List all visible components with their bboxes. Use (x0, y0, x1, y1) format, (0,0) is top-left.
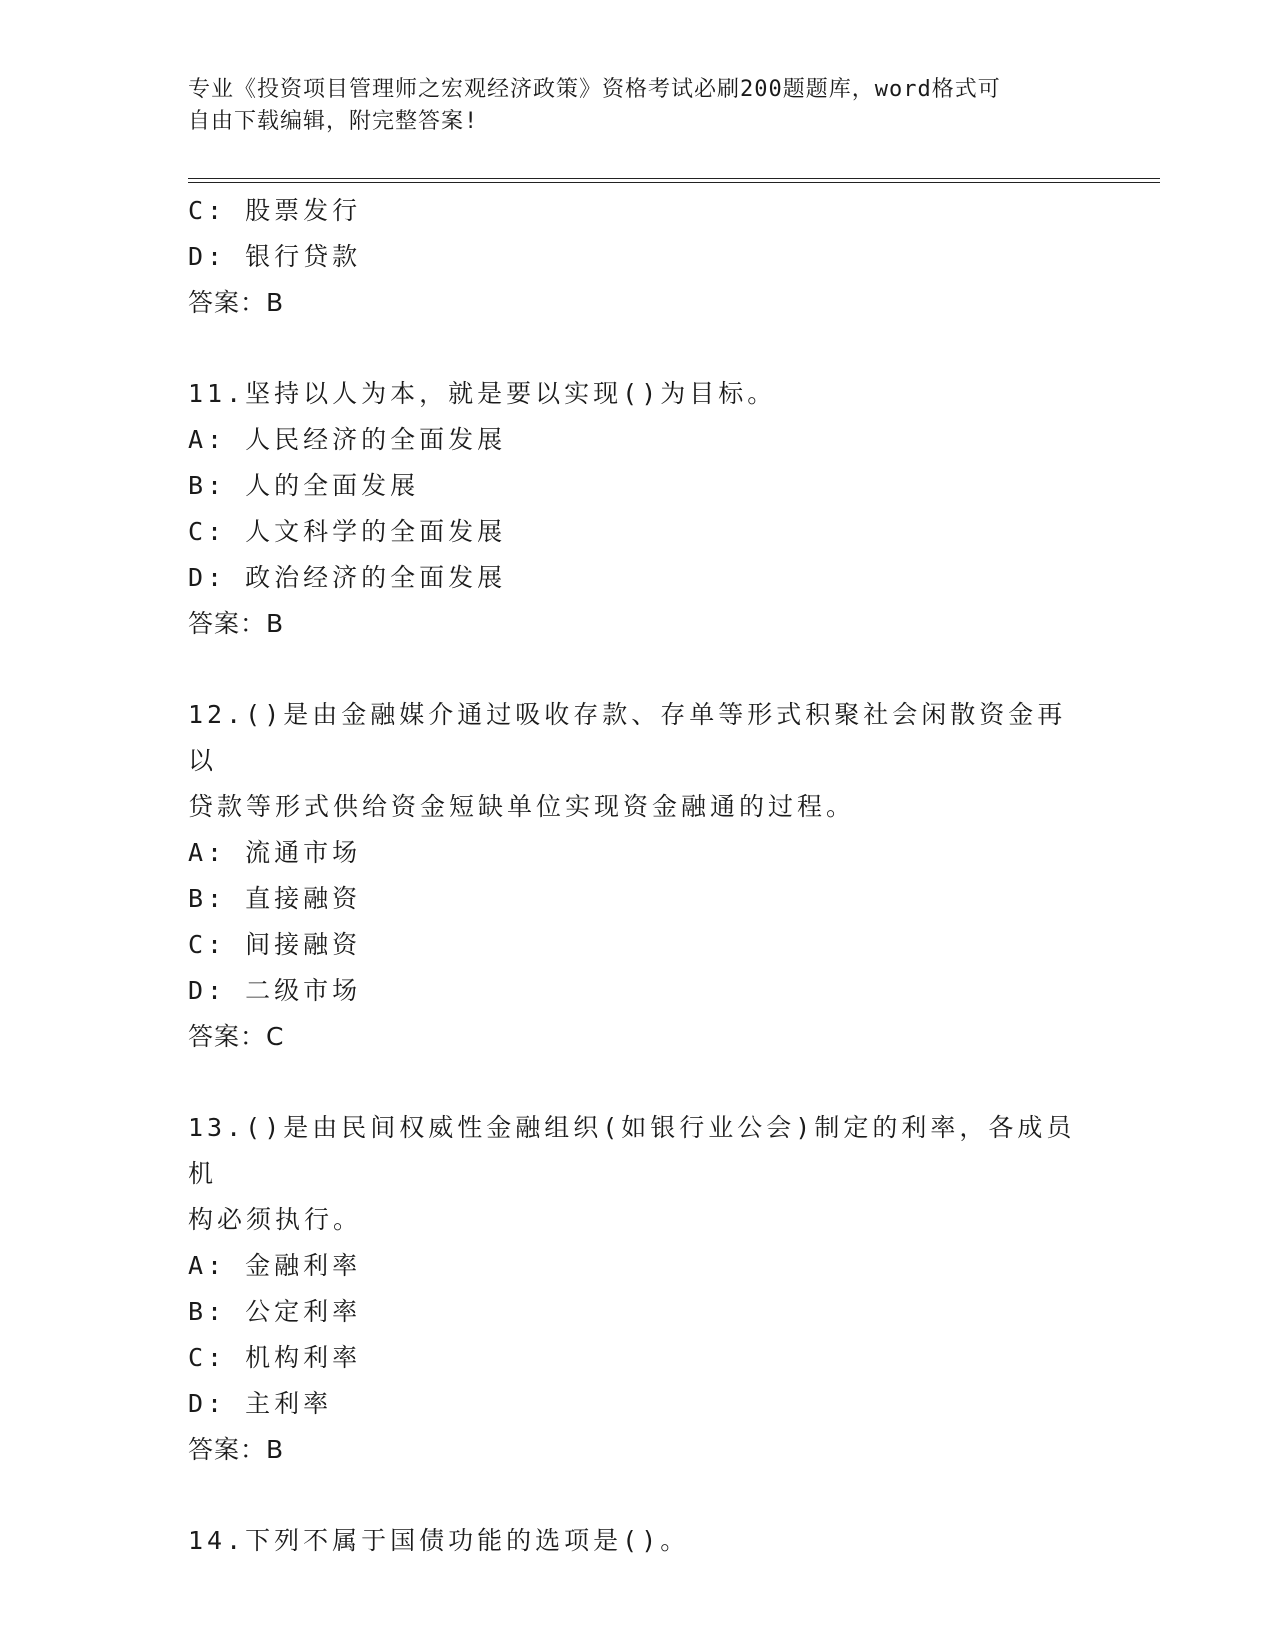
spacer (188, 1473, 1088, 1518)
option-b (188, 463, 1088, 509)
option-text: 机构利率 (245, 1343, 362, 1372)
option-d (188, 1381, 1088, 1427)
option-text: 主利率 (245, 1389, 333, 1418)
spacer (188, 647, 1088, 692)
option-label: A: (188, 425, 227, 454)
header-title-line-1: 专业《投资项目管理师之宏观经济政策》资格考试必刷200题题库，word格式可 (188, 77, 1001, 102)
question-12 (188, 692, 1088, 1060)
option-b (188, 876, 1088, 922)
option-text: 间接融资 (245, 930, 362, 959)
spacer (188, 1060, 1088, 1105)
option-text: 政治经济的全面发展 (245, 563, 507, 592)
option-label: D: (188, 1389, 227, 1418)
option-text: 公定利率 (245, 1297, 362, 1326)
option-c (188, 188, 1088, 234)
question-14 (188, 1518, 1088, 1564)
option-label: D: (188, 242, 227, 271)
option-text: 金融利率 (245, 1251, 362, 1280)
option-label: D: (188, 563, 227, 592)
question-10-tail (188, 188, 1088, 326)
option-text: 二级市场 (245, 976, 362, 1005)
question-stem: 14.下列不属于国债功能的选项是()。 (188, 1526, 690, 1555)
option-text: 人民经济的全面发展 (245, 425, 507, 454)
page-header (188, 74, 1088, 138)
option-label: B: (188, 471, 227, 500)
option-text: 银行贷款 (245, 242, 362, 271)
option-a (188, 1243, 1088, 1289)
document-body (188, 188, 1088, 1564)
option-c (188, 509, 1088, 555)
answer-line: 答案：B (188, 1435, 285, 1464)
question-stem-line-2: 贷款等形式供给资金短缺单位实现资金融通的过程。 (188, 792, 856, 821)
option-b (188, 1289, 1088, 1335)
option-text: 人文科学的全面发展 (245, 517, 507, 546)
option-c (188, 922, 1088, 968)
header-divider (188, 178, 1160, 183)
option-text: 股票发行 (245, 196, 362, 225)
option-label: C: (188, 517, 227, 546)
option-label: D: (188, 976, 227, 1005)
option-d (188, 968, 1088, 1014)
option-label: B: (188, 1297, 227, 1326)
option-label: A: (188, 1251, 227, 1280)
option-d (188, 234, 1088, 280)
question-stem-line-1: 12.()是由金融媒介通过吸收存款、存单等形式积聚社会闲散资金再以 (188, 700, 1067, 775)
option-label: B: (188, 884, 227, 913)
option-d (188, 555, 1088, 601)
answer-line: 答案：C (188, 1022, 285, 1051)
option-text: 直接融资 (245, 884, 362, 913)
option-label: C: (188, 196, 227, 225)
option-a (188, 830, 1088, 876)
option-label: C: (188, 930, 227, 959)
answer-line: 答案：B (188, 288, 285, 317)
option-text: 流通市场 (245, 838, 362, 867)
option-c (188, 1335, 1088, 1381)
question-stem-line-2: 构必须执行。 (188, 1205, 363, 1234)
option-text: 人的全面发展 (245, 471, 420, 500)
question-stem: 11.坚持以人为本，就是要以实现()为目标。 (188, 379, 777, 408)
question-11 (188, 371, 1088, 647)
question-stem-line-1: 13.()是由民间权威性金融组织(如银行业公会)制定的利率，各成员机 (188, 1113, 1076, 1188)
spacer (188, 326, 1088, 371)
question-13 (188, 1105, 1088, 1473)
header-title-line-2: 自由下载编辑，附完整答案! (188, 109, 479, 134)
answer-line: 答案：B (188, 609, 285, 638)
option-a (188, 417, 1088, 463)
option-label: C: (188, 1343, 227, 1372)
option-label: A: (188, 838, 227, 867)
